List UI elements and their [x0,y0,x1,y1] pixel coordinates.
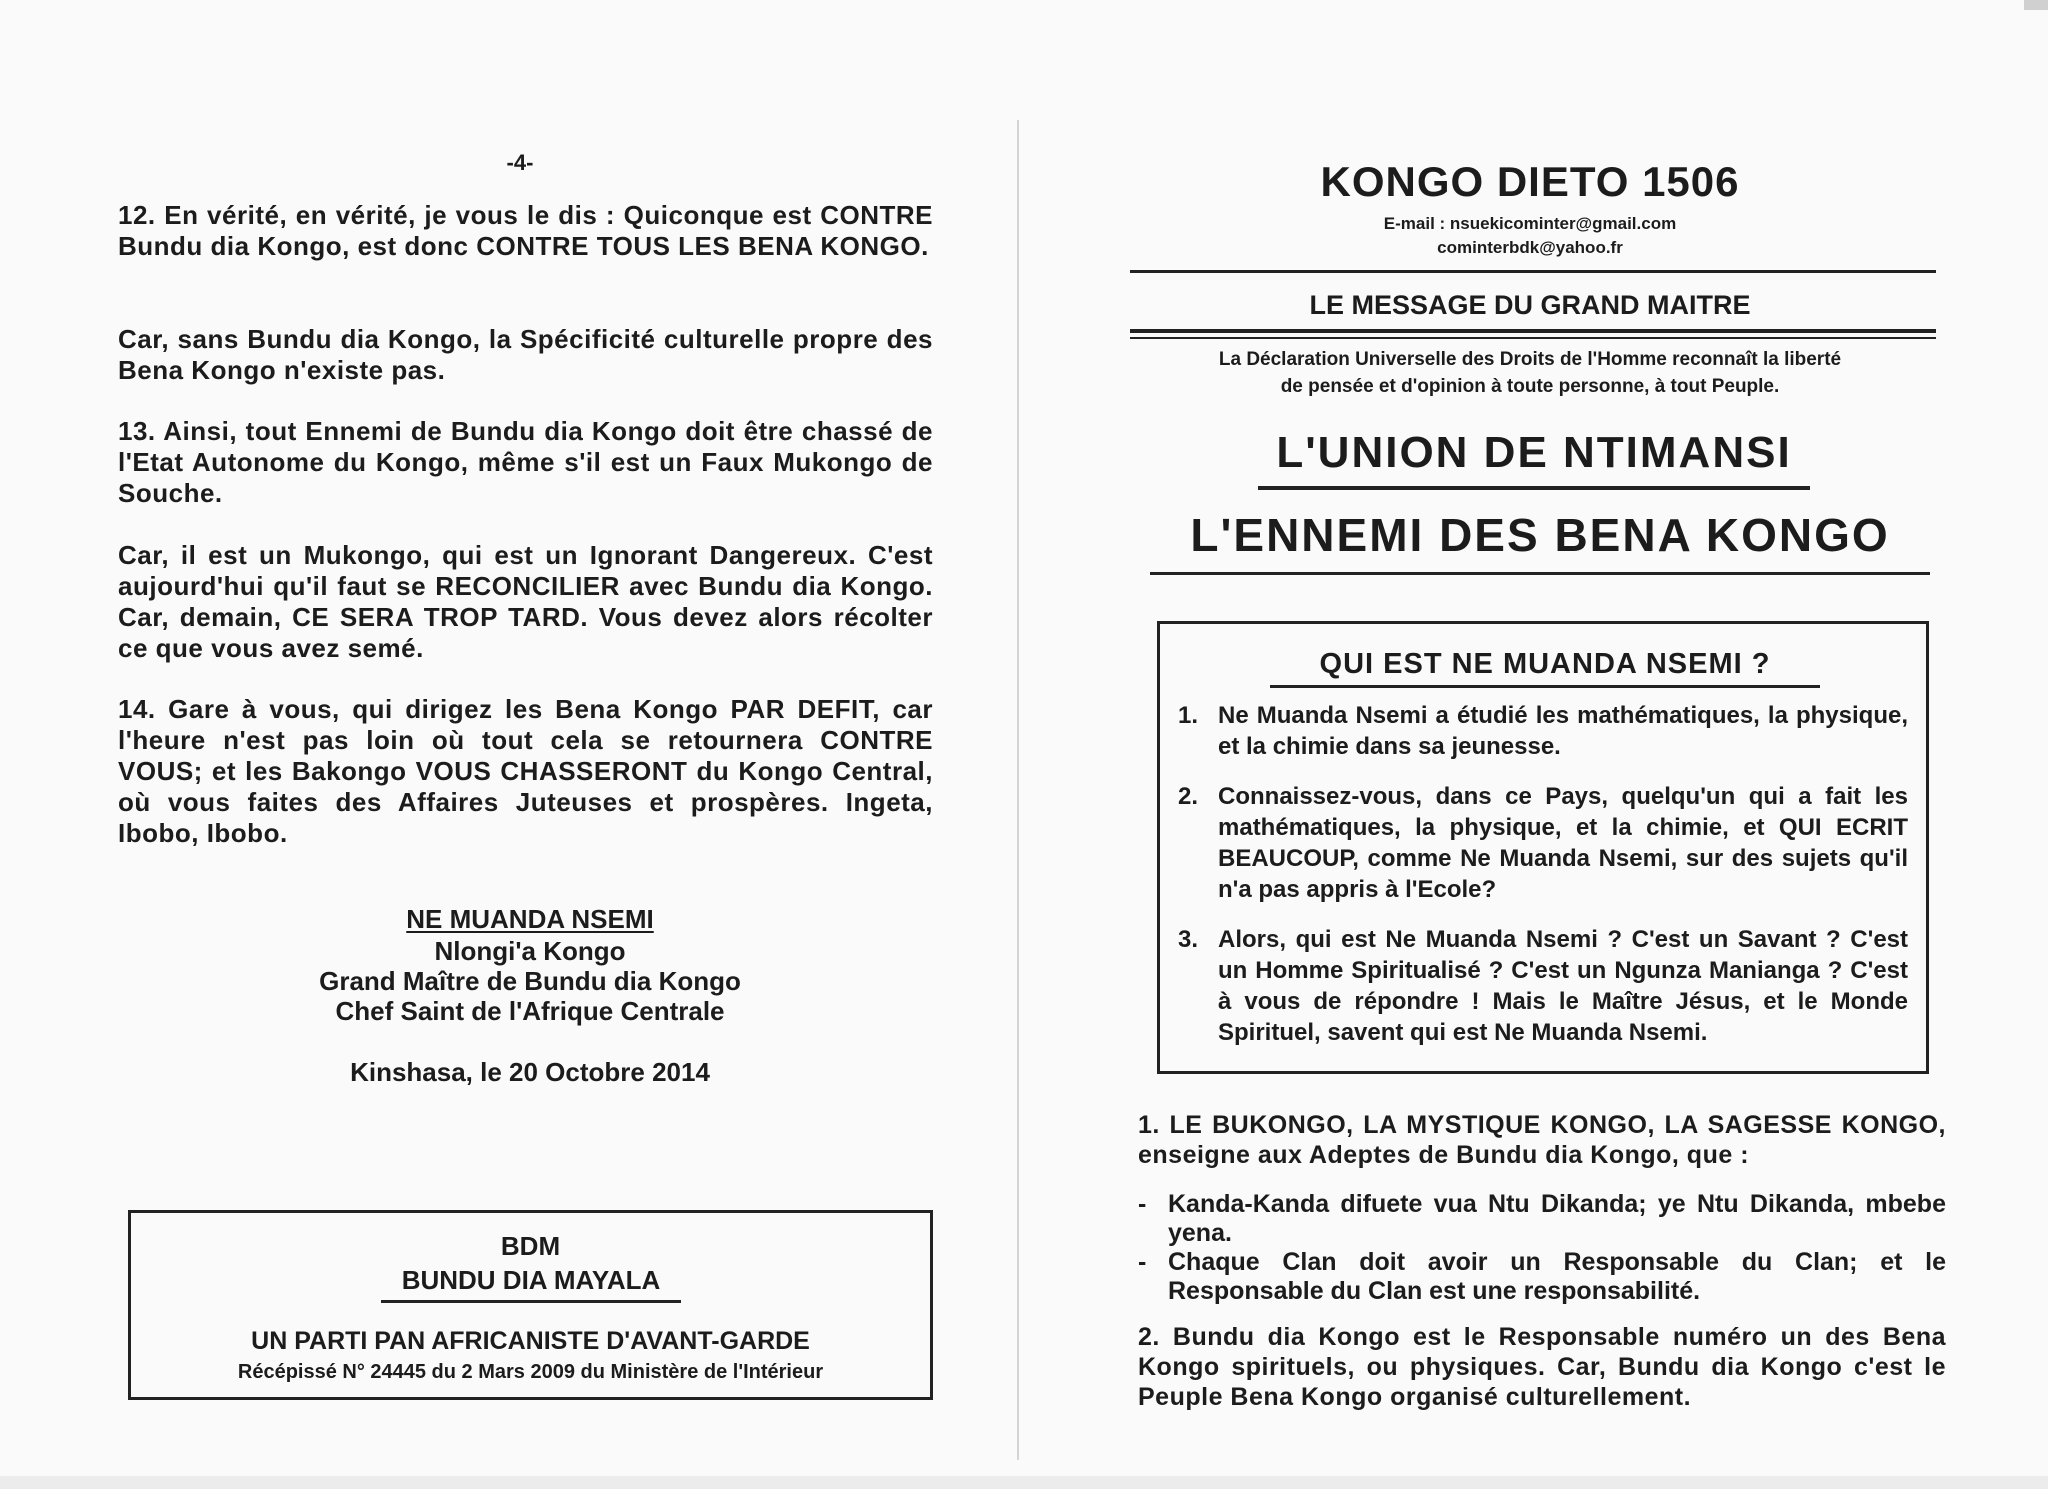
qui-item-3-text: Alors, qui est Ne Muanda Nsemi ? C'est un Savant ? C'est un Homme Spiritualisé ? C'est un Ngunza Manianga ? C'est à vous de répondre ! Mais le Maître Jésus, et le Monde Spirituel, savent qui est Ne Muanda Nsemi. [1218,926,1908,1046]
signature-title-2: Grand Maître de Bundu dia Kongo [319,966,741,996]
bdm-recepisse: Récépissé N° 24445 du 2 Mars 2009 du Ministère de l'Intérieur [237,1361,824,1383]
rule-top [1130,270,1936,273]
bullet-dash-1: - [1138,1190,1147,1218]
qui-item-1-number: 1. [1178,702,1199,729]
place-date: Kinshasa, le 20 Octobre 2014 [350,1057,710,1087]
main-title-2: L'ENNEMI DES BENA KONGO [1190,509,1890,561]
qui-item-1-text: Ne Muanda Nsemi a étudié les mathématiques, la physique, et la chimie dans sa jeunesse. [1218,702,1908,760]
rule-title [1150,572,1930,575]
bullet-text-1: Kanda-Kanda difuete vua Ntu Dikanda; ye Ntu Dikanda, mbebe yena. [1168,1190,1946,1247]
signature-title-1: Nlongi'a Kongo [434,936,626,966]
paragraph-14: 14. Gare à vous, qui dirigez les Bena Kongo PAR DEFIT, car l'heure n'est pas loin où tout cela se retournera CONTRE VOUS; et les Bakongo VOUS CHASSERONT du Kongo Central, où vous faites des Affaires Juteuses et prospères. Ingeta, Ibobo, Ibobo. [118,694,933,848]
signature-name: NE MUANDA NSEMI [406,904,654,934]
bdm-tagline: UN PARTI PAN AFRICANISTE D'AVANT-GARDE [251,1327,810,1355]
declaration-line-2: de pensée et d'opinion à toute personne, à tout Peuple. [1280,376,1780,397]
qui-item-2-text: Connaissez-vous, dans ce Pays, quelqu'un qui a fait les mathématiques, la physique, et la chimie, et QUI ECRIT BEAUCOUP, comme Ne Muanda Nsemi, sur des sujets qu'il n'a pas appris à l'Ecole? [1218,783,1908,903]
paragraph-12b: Car, sans Bundu dia Kongo, la Spécificité culturelle propre des Bena Kongo n'existe pas. [118,324,933,385]
main-title-1: L'UNION DE NTIMANSI [1258,428,1810,490]
paragraph-13: 13. Ainsi, tout Ennemi de Bundu dia Kongo doit être chassé de l'Etat Autonome du Kongo, même s'il est un Faux Mukongo de Souche. [118,416,933,508]
qui-item-2 [1178,781,1908,905]
bdm-box [128,1210,933,1400]
bdm-abbreviation: BDM [500,1231,561,1261]
rule-middle-2 [1130,337,1936,339]
email-line-2: cominterbdk@yahoo.fr [1437,238,1623,257]
qui-est-box [1157,621,1929,1074]
bullet-text-2: Chaque Clan doit avoir un Responsable du Clan; et le Responsable du Clan est une responsabilité. [1168,1248,1946,1305]
declaration-line-1: La Déclaration Universelle des Droits de l'Homme reconnaît la liberté [1218,349,1842,370]
paragraph-13b: Car, il est un Mukongo, qui est un Ignorant Dangereux. C'est aujourd'hui qu'il faut se RECONCILIER avec Bundu dia Kongo. Car, demain, CE SERA TROP TARD. Vous devez alors récolter ce que vous avez semé. [118,540,933,663]
section-heading: LE MESSAGE DU GRAND MAITRE [1309,290,1751,320]
page-bottom-edge [0,1476,2048,1489]
paragraph-bundu-responsable: 2. Bundu dia Kongo est le Responsable numéro un des Bena Kongo spirituels, ou physiques. Car, Bundu dia Kongo c'est le Peuple Bena Kongo organisé culturellement. [1138,1323,1946,1411]
qui-item-3 [1178,924,1908,1048]
masthead-emails [1130,212,1930,260]
qui-item-2-number: 2. [1178,783,1199,810]
signature-title-3: Chef Saint de l'Afrique Centrale [335,996,725,1026]
rule-middle-1 [1130,329,1936,333]
email-line-1: E-mail : nsuekicominter@gmail.com [1383,214,1677,233]
page-number: -4- [506,150,534,175]
qui-item-3-number: 3. [1178,926,1199,953]
center-fold [1017,120,1019,1460]
qui-est-heading: QUI EST NE MUANDA NSEMI ? [1270,648,1820,688]
qui-item-1 [1178,700,1908,762]
bdm-full-name: BUNDU DIA MAYALA [381,1265,681,1303]
paragraph-bukongo: 1. LE BUKONGO, LA MYSTIQUE KONGO, LA SAGESSE KONGO, enseigne aux Adeptes de Bundu dia Kongo, que : [1138,1111,1946,1169]
paragraph-12: 12. En vérité, en vérité, je vous le dis : Quiconque est CONTRE Bundu dia Kongo, est donc CONTRE TOUS LES BENA KONGO. [118,200,933,261]
bullet-item-1 [1138,1190,1946,1248]
masthead-title: KONGO DIETO 1506 [1320,158,1740,205]
declaration-text [1140,346,1920,400]
page-corner-shadow [2024,0,2048,10]
bullet-dash-2: - [1138,1248,1147,1276]
bullet-item-2 [1138,1248,1946,1306]
